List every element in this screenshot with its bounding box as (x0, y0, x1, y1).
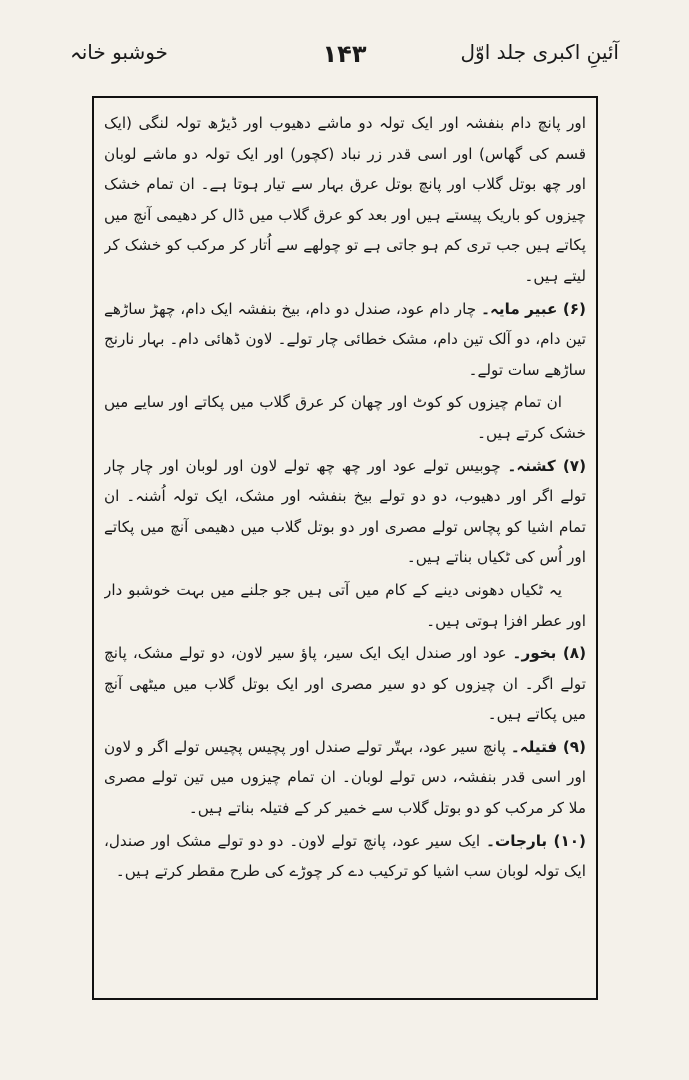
paragraph-text: یہ ٹکیاں دھونی دینے کے کام میں آتی ہیں جو جلنے میں بہت خوشبو دار اور عطر افزا ہوتی ہیں۔ (104, 580, 586, 630)
paragraph (104, 826, 586, 887)
paragraph-text: چوبیس تولے عود اور چھ چھ تولے لاون اور لوبان اور چار چار تولے اگر اور دھیوب، دو دو تولے بیخ بنفشہ اور مشک، ایک تولہ اُشنہ۔ ان تمام اشیا کو پچاس تولے مصری اور دو بوتل گلاب میں دھیمی آنچ میں پکاتے اور اُس کی ٹکیاں بناتے ہیں۔ (104, 456, 586, 567)
paragraph-text: پانچ سیر عود، بہتّر تولے صندل اور پچیس پچیس تولے اگر و لاون اور اسی قدر بنفشہ، دس تولے لوبان۔ ان تمام چیزوں میں تین تولے مصری ملا کر مرکب کو دو بوتل گلاب سے خمیر کر کے فتیلہ بناتے ہیں۔ (104, 737, 586, 818)
paragraph-text: چار دام عود، صندل دو دام، بیخ بنفشہ ایک دام، چھڑ ساڑھے تین دام، دو آلک تین دام، مشک خطائی چار تولے۔ لاون ڈھائی دام۔ بہار نارنج ساڑھے سات تولے۔ (104, 299, 586, 379)
section-title: خوشبو خانہ (70, 40, 168, 64)
paragraph-heading: (۷) کشنہ۔ (507, 456, 586, 475)
paragraph (104, 575, 586, 636)
paragraph (104, 108, 586, 292)
paragraph-text: ان تمام چیزوں کو کوٹ اور چھان کر عرق گلاب میں پکاتے اور سایے میں خشک کرتے ہیں۔ (104, 393, 586, 442)
page-body (104, 108, 586, 992)
paragraph-text: عود اور صندل ایک ایک سیر، پاؤ سیر لاون، دو تولے مشک، پانچ تولے اگر۔ ان چیزوں کو دو سیر مصری اور ایک بوتل گلاب میں میٹھی آنچ میں پکاتے ہیں۔ (104, 644, 586, 724)
paragraph-text: ایک سیر عود، پانچ تولے لاون۔ دو دو تولے مشک اور صندل، ایک تولہ لوبان سب اشیا کو ترکیب دے کر چوڑے کی طرح مقطر کرتے ہیں۔ (104, 831, 586, 881)
paragraph (104, 451, 586, 573)
paragraph-heading: (۱۰) بارجات۔ (486, 831, 586, 850)
paragraph-heading: (۶) عبیر مایہ۔ (481, 299, 586, 318)
paragraph (104, 294, 586, 386)
book-title: آئینِ اکبری جلد اوّل (460, 40, 619, 64)
page-number: ۱۴۳ (322, 40, 367, 68)
paragraph (104, 387, 586, 448)
paragraph-text: اور پانچ دام بنفشہ اور ایک تولہ دو ماشے دھیوب اور ڈیڑھ تولہ لنگی (ایک قسم کی گھاس) اور اسی قدر زر نباد (کچور) اور ایک تولہ دو ماشے لوبان اور چھ بوتل گلاب اور پانچ بوتل عرق بہار سے تیار ہوتا ہے۔ ان تمام خشک چیزوں کو باریک پیستے ہیں اور بعد کو عرق گلاب میں ڈال کر دھیمی آنچ میں پکاتے ہیں جب تری کم ہو جاتی ہے تو چولھے سے اُتار کر مرکب کو خشک کر لیتے ہیں۔ (104, 114, 586, 285)
paragraph-heading: (۹) فتیلہ۔ (510, 737, 586, 756)
paragraph (104, 732, 586, 824)
paragraph-heading: (۸) بخور۔ (512, 644, 586, 663)
page-header (70, 32, 619, 82)
paragraph (104, 638, 586, 730)
